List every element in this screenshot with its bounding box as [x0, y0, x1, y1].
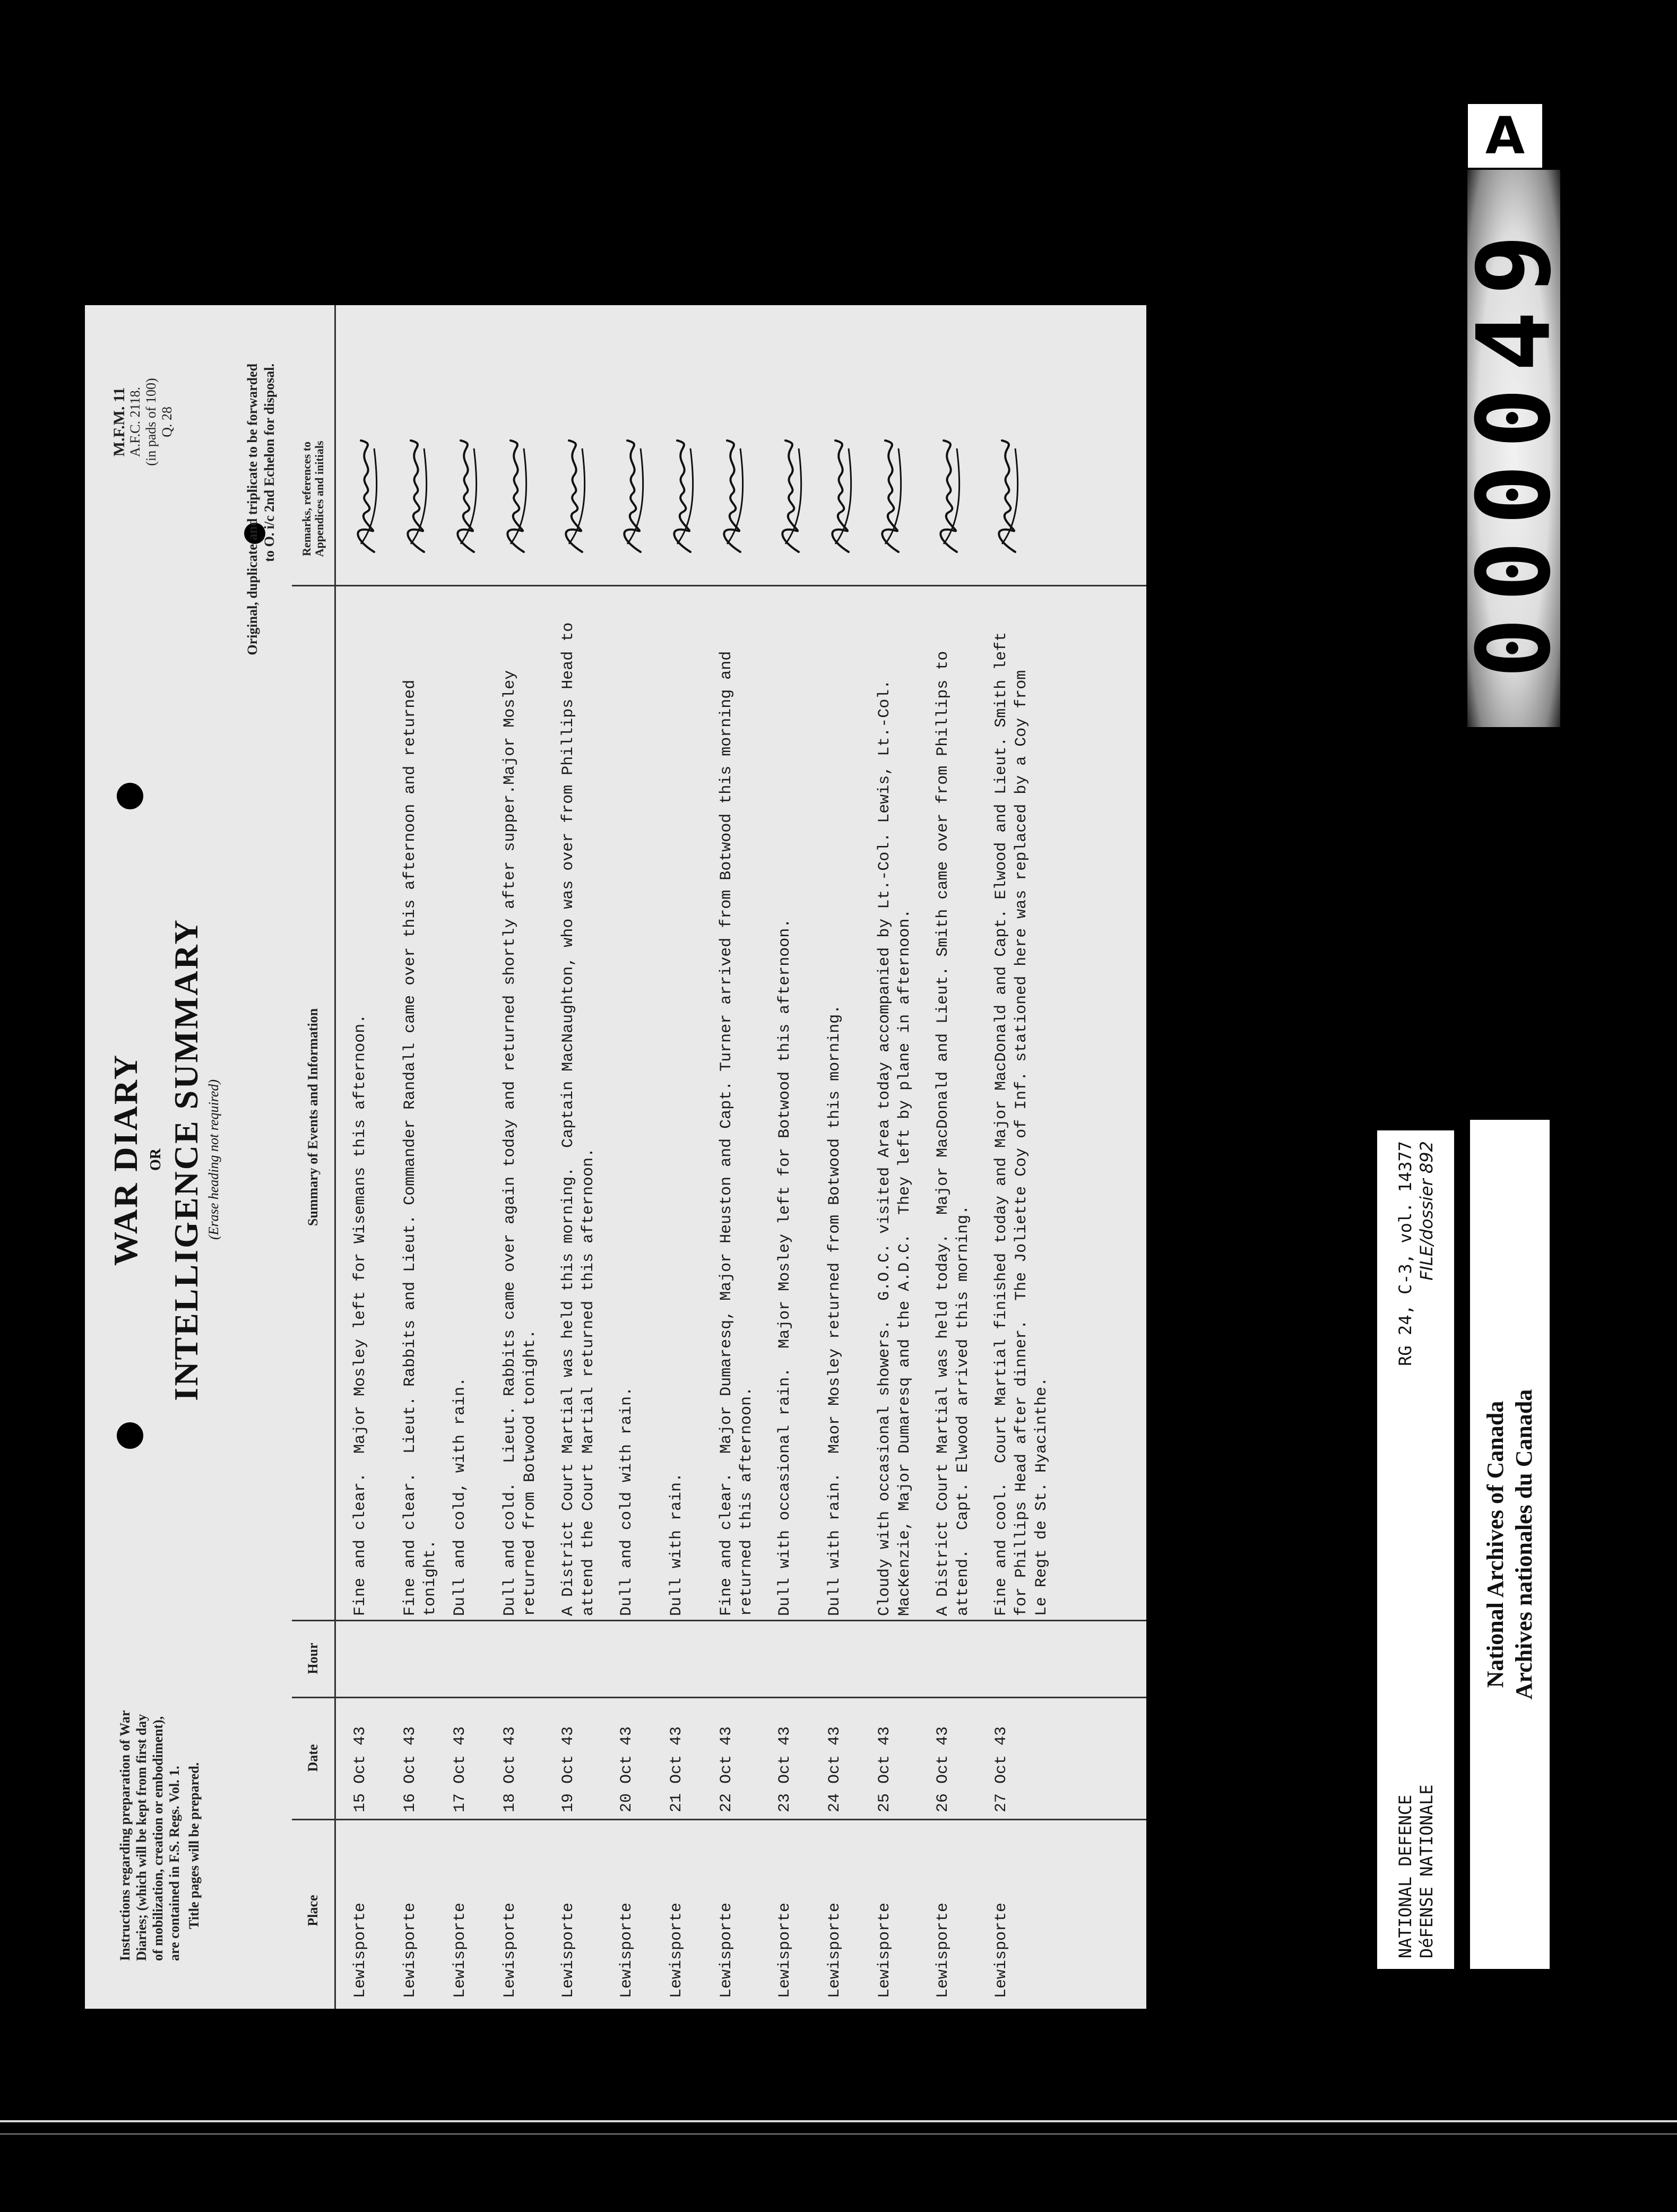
archive-letter-badge: [1466, 102, 1544, 170]
nd-line2-right: FILE/dossier 892: [1416, 1141, 1437, 1281]
place-cell: Lewisporte: [668, 1902, 686, 1998]
title-war-diary: WAR DIARY: [107, 1053, 144, 1266]
summary-cell: Dull and cold with rain.: [618, 1386, 636, 1616]
initials-signature: [558, 438, 590, 555]
header-place: Place: [305, 1895, 321, 1926]
date-cell: 18 Oct 43: [501, 1726, 519, 1812]
initials-signature: [350, 438, 382, 555]
summary-cell: A District Court Martial was held this morning. Captain MacNaughton, who was over from Phillips Head to attend the Court Martial returned this afternoon.: [559, 622, 598, 1616]
forwarding-note: [244, 364, 278, 841]
title-intelligence-summary: INTELLIGENCE SUMMARY: [167, 918, 205, 1401]
place-cell: Lewisporte: [934, 1902, 952, 1998]
archive-letter: A: [1485, 106, 1525, 166]
initials-signature: [667, 438, 698, 555]
place-cell: Lewisporte: [401, 1902, 419, 1998]
place-cell: Lewisporte: [451, 1902, 469, 1998]
initials-signature: [775, 438, 807, 555]
date-cell: 20 Oct 43: [618, 1726, 636, 1812]
initials-signature: [716, 438, 748, 555]
initials-signature: [875, 438, 906, 555]
form-code-4: Q. 28: [159, 407, 175, 437]
bottom-rule-2: [0, 2133, 1677, 2135]
summary-cell: Dull with occasional rain. Major Mosley left for Botwood this afternoon.: [776, 918, 794, 1616]
summary-cell: Fine and cool. Court Martial finished today and Major MacDonald and Capt. Elwood and Lieut. Smith left for Phillips Head after dinner. The Joliette Coy of Inf. stationed here was replaced by a Coy from Le Regt de St. Hyacinthe.: [992, 632, 1051, 1616]
column-rule-hour: [292, 1620, 1146, 1621]
forward-note-2: to O. i/c 2nd Echelon for disposal.: [262, 364, 277, 562]
initials-signature: [400, 438, 432, 555]
form-code-block: [111, 353, 175, 491]
header-remarks: Remarks, references to Appendices and initials: [300, 440, 326, 557]
title-block: [106, 629, 222, 1690]
instructions-block: [117, 1706, 202, 1961]
initials-signature: [617, 438, 649, 555]
place-cell: Lewisporte: [776, 1902, 794, 1998]
national-defence-label: [1377, 1130, 1454, 1969]
summary-cell: Dull and cold. Lieut. Rabbits came over again today and returned shortly after supper.Major Mosley returned from Botwood tonight.: [501, 670, 539, 1616]
place-cell: Lewisporte: [351, 1902, 369, 1998]
column-rule-place: [292, 1819, 1146, 1820]
summary-cell: A District Court Martial was held today. Major MacDonald and Lieut. Smith came over from Phillips to attend. Capt. Elwood arrived this morning.: [934, 651, 972, 1616]
date-cell: 27 Oct 43: [992, 1726, 1010, 1812]
instructions-text: Instructions regarding preparation of War Diaries; (which will be kept from first day of mobilization, creation or embodiment), are contained in F.S. Regs. Vol. 1.: [117, 1710, 182, 1961]
microfilm-number-strip: [1455, 170, 1572, 727]
date-cell: 25 Oct 43: [876, 1726, 894, 1812]
summary-cell: Fine and clear. Major Dumaresq, Major Heuston and Capt. Turner arrived from Botwood this morning and returned this afternoon.: [718, 651, 756, 1616]
summary-cell: Fine and clear. Lieut. Rabbits and Lieut. Commander Randall came over this afternoon and returned tonight.: [401, 670, 439, 1616]
summary-cell: Fine and clear. Major Mosley left for Wisemans this afternoon.: [351, 1014, 369, 1616]
date-cell: 19 Oct 43: [559, 1726, 577, 1812]
date-cell: 17 Oct 43: [451, 1726, 469, 1812]
initials-signature: [450, 438, 482, 555]
form-code-3: (in pads of 100): [143, 378, 159, 466]
place-cell: Lewisporte: [826, 1902, 844, 1998]
place-cell: Lewisporte: [876, 1902, 894, 1998]
date-cell: 23 Oct 43: [776, 1726, 794, 1812]
diary-sheet-wrapper: [85, 305, 1146, 2009]
place-cell: Lewisporte: [718, 1902, 736, 1998]
na-line1: National Archives of Canada: [1482, 1401, 1508, 1688]
title-or: OR: [148, 1148, 164, 1171]
nd-line1-left: NATIONAL DEFENCE: [1395, 1794, 1415, 1958]
initials-signature: [825, 438, 857, 555]
summary-cell: Cloudy with occasional showers. G.O.C. visited Area today accompanied by Lt.-Col. Lewis, Lt.-Col. MacKenzie, Major Dumaresq and the A.D.C. They left by plane in afternoon.: [876, 679, 914, 1616]
summary-cell: Dull and cold, with rain.: [451, 1377, 469, 1616]
date-cell: 26 Oct 43: [934, 1726, 952, 1812]
nd-line1-right: RG 24, C-3, vol. 14377: [1395, 1141, 1415, 1366]
date-cell: 16 Oct 43: [401, 1726, 419, 1812]
place-cell: Lewisporte: [618, 1902, 636, 1998]
na-line2: Archives nationales du Canada: [1511, 1389, 1537, 1700]
place-cell: Lewisporte: [501, 1902, 519, 1998]
date-cell: 22 Oct 43: [718, 1726, 736, 1812]
column-rule-date: [292, 1697, 1146, 1698]
header-summary: Summary of Events and Information: [305, 1008, 321, 1226]
national-archives-label: [1470, 1120, 1550, 1969]
title-pages-note: Title pages will be prepared.: [186, 1762, 202, 1929]
header-date: Date: [305, 1744, 321, 1772]
nd-line2-left: DéFENSE NATIONALE: [1416, 1784, 1437, 1958]
bottom-rule-1: [0, 2120, 1677, 2122]
form-code-1: M.F.M. 11: [110, 387, 128, 457]
initials-signature: [500, 438, 532, 555]
header-hour: Hour: [305, 1643, 321, 1674]
forward-note-1: Original, duplicate and triplicate to be forwarded: [245, 364, 260, 655]
header-rule: [334, 305, 336, 2009]
column-rule-summary: [292, 585, 1146, 586]
place-cell: Lewisporte: [992, 1902, 1010, 1998]
form-code-2: A.F.C. 2118.: [127, 386, 143, 457]
summary-cell: Dull with rain.: [668, 1472, 686, 1616]
microfilm-number: 000049: [1455, 218, 1572, 679]
date-cell: 24 Oct 43: [826, 1726, 844, 1812]
summary-cell: Dull with rain. Maor Mosley returned from Botwood this morning.: [826, 1004, 844, 1616]
place-cell: Lewisporte: [559, 1902, 577, 1998]
initials-signature: [991, 438, 1023, 555]
initials-signature: [933, 438, 965, 555]
war-diary-sheet: [85, 305, 1146, 2009]
title-note: (Erase heading not required): [206, 1079, 221, 1240]
date-cell: 21 Oct 43: [668, 1726, 686, 1812]
date-cell: 15 Oct 43: [351, 1726, 369, 1812]
